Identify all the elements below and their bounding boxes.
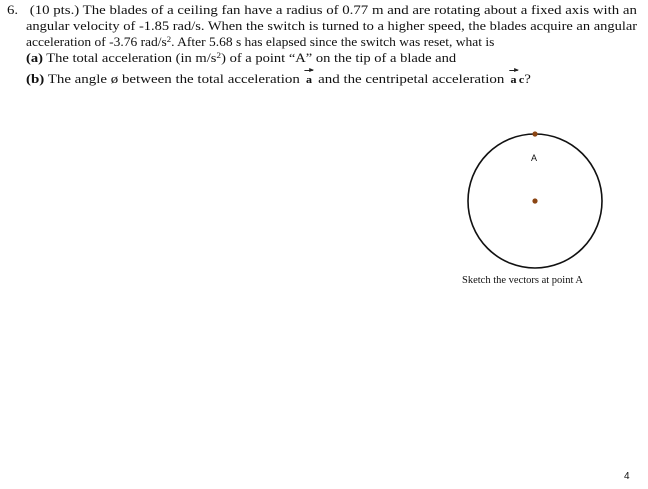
page-number: 4 [624,471,630,482]
diagram-caption: Sketch the vectors at point A [462,275,584,286]
point-a-label: A [531,153,538,163]
problem-statement-2: angular velocity of -1.85 rad/s. When the switch is turned to a higher speed, the blades acquire an angular [26,19,638,33]
part-a-text-2: ) of a point “A” on the tip of a blade and [221,51,457,65]
problem-line-1 [7,2,637,18]
part-b-text-2: and the centripetal acceleration [314,72,509,86]
center-dot [532,198,537,203]
part-a-exponent: 2 [216,51,222,60]
problem-statement-3a: acceleration of -3.76 rad/s [26,35,167,49]
problem-statement-3-exponent: 2 [166,35,172,44]
centripetal-acceleration-vector: a [508,73,519,89]
problem-line-2 [26,18,637,34]
problem-number: 6. [7,3,19,17]
part-a-label: (a) [26,51,43,65]
fan-circle-diagram [460,125,620,275]
problem-statement-1: (10 pts.) The blades of a ceiling fan have a radius of 0.77 m and are rotating about a fixed axis with an [29,3,637,17]
part-b-text-1: The angle ø between the total acceleration [44,72,304,86]
total-acceleration-vector: a [304,73,315,89]
part-b-label: (b) [26,72,45,86]
problem-line-3 [26,34,494,50]
centripetal-subscript: c [518,75,525,86]
point-a-dot [532,131,537,136]
part-a [26,50,456,66]
part-b [26,71,531,89]
part-b-text-3: ? [524,72,531,86]
problem-statement-3b: . After 5.68 s has elapsed since the switch was reset, what is [171,35,495,49]
part-a-text-1: The total acceleration (in m/s [42,51,217,65]
